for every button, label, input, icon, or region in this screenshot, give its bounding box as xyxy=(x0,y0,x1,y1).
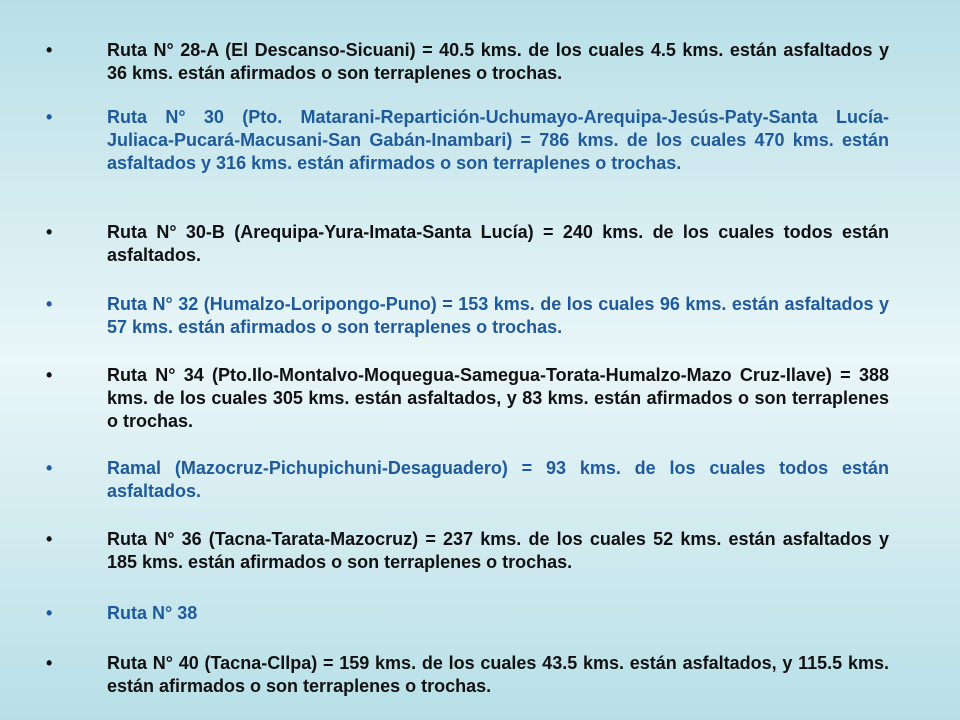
bullet-text: Ruta N° 38 xyxy=(107,603,198,623)
bullet-icon: • xyxy=(46,222,53,242)
bullet-icon: • xyxy=(46,458,53,478)
bullet-icon: • xyxy=(46,107,53,127)
bullet-icon: • xyxy=(46,653,53,673)
bullet-text: Ruta N° 34 (Pto.Ilo-Montalvo-Moquegua-Samegua-Torata-Humalzo-Mazo Cruz-Ilave) = 388 kms. de los cuales 305 kms. están asfaltados, y 83 kms. están afirmados o son terraplenes o trochas. xyxy=(107,365,889,431)
bullet-text: Ruta N° 30 (Pto. Matarani-Repartición-Uchumayo-Arequipa-Jesús-Paty-Santa Lucía-Juliaca-Pucará-Macusani-San Gabán-Inambari) = 786 kms. de los cuales 470 kms. están asfaltados y 316 kms. están afirmados o son terraplenes o trochas. xyxy=(107,107,889,173)
bullet-text: Ruta N° 30-B (Arequipa-Yura-Imata-Santa Lucía) = 240 kms. de los cuales todos están asfaltados. xyxy=(107,222,889,265)
bullet-icon: • xyxy=(46,603,53,623)
bullet-icon: • xyxy=(46,529,53,549)
bullet-icon: • xyxy=(46,40,53,60)
bullet-text: Ruta N° 32 (Humalzo-Loripongo-Puno) = 153 kms. de los cuales 96 kms. están asfaltados y 57 kms. están afirmados o son terraplenes o trochas. xyxy=(107,294,889,337)
bullet-text: Ramal (Mazocruz-Pichupichuni-Desaguadero) = 93 kms. de los cuales todos están asfaltados. xyxy=(107,458,889,501)
bullet-text: Ruta N° 40 (Tacna-Cllpa) = 159 kms. de los cuales 43.5 kms. están asfaltados, y 115.5 kms. están afirmados o son terraplenes o trochas. xyxy=(107,653,889,696)
bullet-icon: • xyxy=(46,365,53,385)
bullet-text: Ruta N° 36 (Tacna-Tarata-Mazocruz) = 237 kms. de los cuales 52 kms. están asfaltados y 185 kms. están afirmados o son terraplenes o trochas. xyxy=(107,529,889,572)
bullet-icon: • xyxy=(46,294,53,314)
bullet-text: Ruta N° 28-A (El Descanso-Sicuani) = 40.5 kms. de los cuales 4.5 kms. están asfaltados y 36 kms. están afirmados o son terraplenes o trochas. xyxy=(107,40,889,83)
